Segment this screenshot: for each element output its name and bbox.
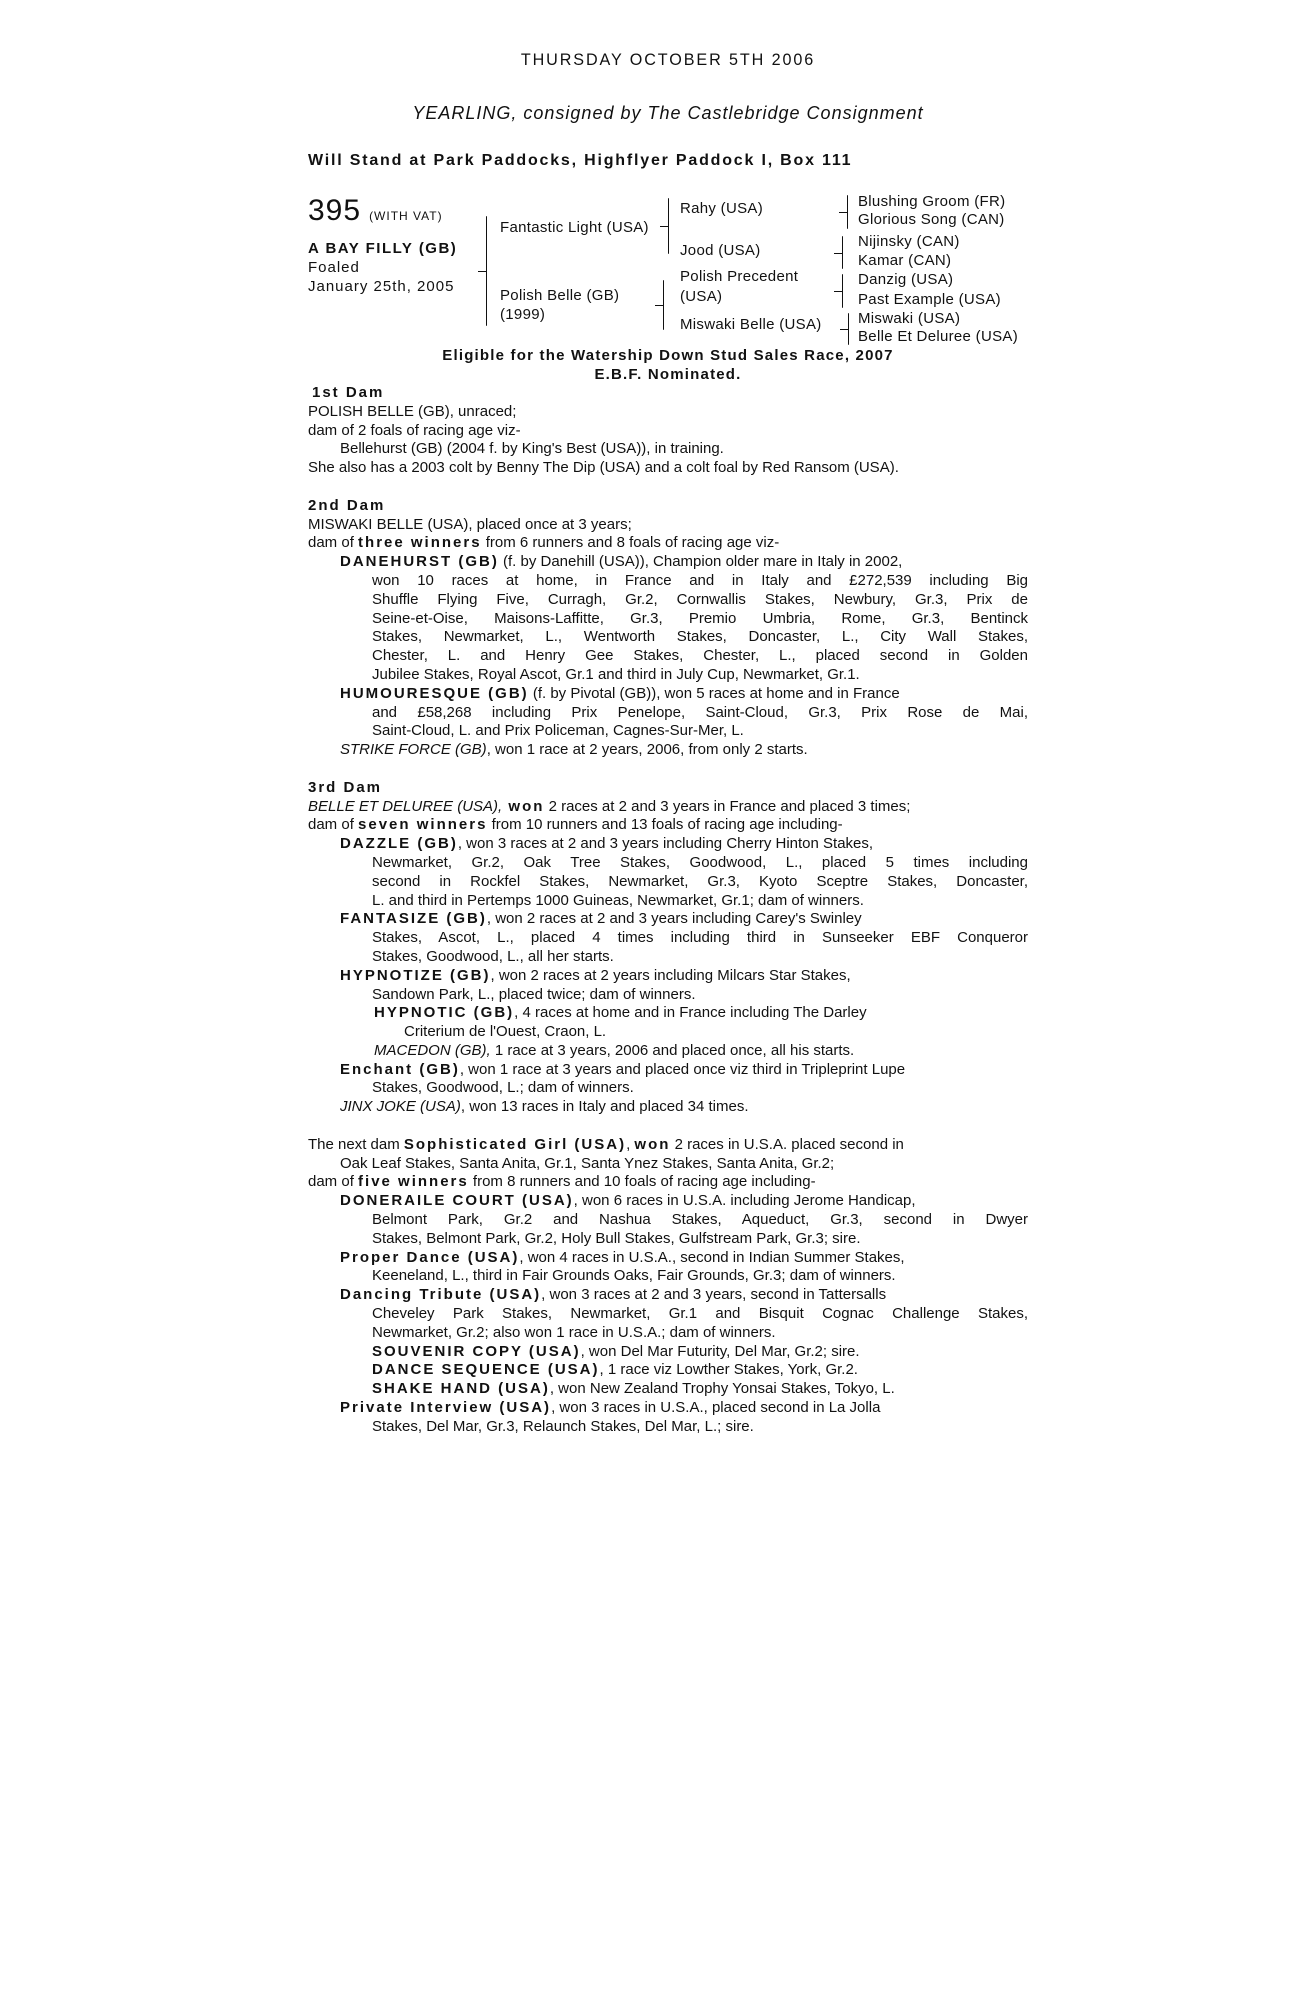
- progeny-entry: HUMOURESQUE (GB) (f. by Pivotal (GB)), won 5 races at home and in France: [340, 684, 900, 702]
- progeny-detail: Sandown Park, L., placed twice; dam of winners.: [372, 985, 696, 1003]
- progeny-detail: Stakes, Belmont Park, Gr.2, Holy Bull Stakes, Gulfstream Park, Gr.3; sire.: [372, 1229, 861, 1247]
- grand-progeny-entry: MACEDON (GB), 1 race at 3 years, 2006 and placed once, all his starts.: [374, 1041, 855, 1059]
- progeny-entry: JINX JOKE (USA), won 13 races in Italy and placed 34 times.: [340, 1098, 749, 1116]
- pedigree-ddd: Belle Et Deluree (USA): [858, 328, 1018, 345]
- next-dam-line: Oak Leaf Stakes, Santa Anita, Gr.1, Santa Ynez Stakes, Santa Anita, Gr.2;: [340, 1154, 835, 1172]
- progeny-entry: Enchant (GB), won 1 race at 3 years and placed once viz third in Tripleprint Lupe: [340, 1060, 906, 1078]
- pedigree-brace: [842, 274, 843, 308]
- progeny-detail: Chester, L. and Henry Gee Stakes, Chester, L., placed second in Golden: [372, 647, 1028, 665]
- progeny-detail: Stakes, Ascot, L., placed 4 times including third in Sunseeker EBF Conqueror: [372, 929, 1028, 947]
- second-dam-line: MISWAKI BELLE (USA), placed once at 3 years;: [308, 515, 632, 533]
- third-dam-heading: 3rd Dam: [308, 778, 383, 796]
- lot-number-block: [308, 194, 443, 228]
- first-dam-heading: 1st Dam: [312, 384, 385, 401]
- consignment-line: YEARLING, consigned by The Castlebridge Consignment: [412, 103, 924, 123]
- pedigree-dam-sire-name: Polish Precedent: [680, 268, 799, 285]
- dam-details: [308, 384, 1028, 1437]
- progeny-detail: Seine-et-Oise, Maisons-Laffitte, Gr.3, Premio Umbria, Rome, Gr.3, Bentinck: [372, 609, 1028, 627]
- progeny-entry: FANTASIZE (GB), won 2 races at 2 and 3 years including Carey's Swinley: [340, 910, 862, 928]
- progeny-detail: Keeneland, L., third in Fair Grounds Oaks, Fair Grounds, Gr.3; dam of winners.: [372, 1267, 896, 1285]
- pedigree-dam-year: (1999): [500, 306, 546, 323]
- second-dam-line: dam of three winners from 6 runners and 8 foals of racing age viz-: [308, 534, 780, 552]
- third-dam-line: BELLE ET DELUREE (USA), won 2 races at 2 and 3 years in France and placed 3 times;: [308, 797, 911, 815]
- progeny-entry: Dancing Tribute (USA), won 3 races at 2 and 3 years, second in Tattersalls: [340, 1286, 887, 1304]
- pedigree-dds: Miswaki (USA): [858, 310, 961, 327]
- progeny-entry: HYPNOTIZE (GB), won 2 races at 2 years including Milcars Star Stakes,: [340, 966, 851, 984]
- progeny-detail: Stakes, Del Mar, Gr.3, Relaunch Stakes, Del Mar, L.; sire.: [372, 1417, 754, 1435]
- lot-number: 395: [308, 194, 362, 227]
- progeny-entry: DONERAILE COURT (USA), won 6 races in U.S.A. including Jerome Handicap,: [340, 1192, 916, 1210]
- grand-progeny-detail: Criterium de l'Ouest, Craon, L.: [404, 1023, 607, 1041]
- progeny-detail: won 10 races at home, in France and in Italy and £272,539 including Big: [372, 571, 1028, 589]
- progeny-detail: Stakes, Goodwood, L.; dam of winners.: [372, 1079, 634, 1097]
- pedigree-brace: [847, 195, 848, 229]
- progeny-detail: Stakes, Newmarket, L., Wentworth Stakes, Doncaster, L., City Wall Stakes,: [372, 628, 1028, 646]
- vat-note: (WITH VAT): [369, 209, 443, 223]
- pedigree-brace: [848, 313, 849, 345]
- pedigree-sire-dam: Jood (USA): [680, 242, 761, 259]
- pedigree-dss: Danzig (USA): [858, 271, 954, 288]
- progeny-entry: Private Interview (USA), won 3 races in U.S.A., placed second in La Jolla: [340, 1399, 881, 1417]
- pedigree-sdd: Kamar (CAN): [858, 252, 952, 269]
- third-dam-line: dam of seven winners from 10 runners and 13 foals of racing age including-: [308, 816, 843, 834]
- first-dam-line: dam of 2 foals of racing age viz-: [308, 421, 521, 439]
- progeny-entry: Proper Dance (USA), won 4 races in U.S.A., second in Indian Summer Stakes,: [340, 1248, 905, 1266]
- progeny-entry: STRIKE FORCE (GB), won 1 race at 2 years, 2006, from only 2 starts.: [340, 741, 808, 759]
- grand-progeny-entry: SHAKE HAND (USA), won New Zealand Trophy Yonsai Stakes, Tokyo, L.: [372, 1380, 895, 1398]
- progeny-detail: Newmarket, Gr.2, Oak Tree Stakes, Goodwood, L., placed 5 times including: [372, 853, 1028, 871]
- pedigree-sds: Nijinsky (CAN): [858, 233, 960, 250]
- ebf-line: E.B.F. Nominated.: [594, 366, 742, 383]
- pedigree-brace: [663, 280, 664, 330]
- next-dam-line: dam of five winners from 8 runners and 10 foals of racing age including-: [308, 1173, 816, 1191]
- progeny-detail: Cheveley Park Stakes, Newmarket, Gr.1 and Bisquit Cognac Challenge Stakes,: [372, 1305, 1028, 1323]
- foaled-date: January 25th, 2005: [308, 278, 455, 295]
- progeny-detail: Jubilee Stakes, Royal Ascot, Gr.1 and third in July Cup, Newmarket, Gr.1.: [372, 665, 860, 683]
- first-dam-line: POLISH BELLE (GB), unraced;: [308, 402, 517, 420]
- progeny-detail: L. and third in Pertemps 1000 Guineas, Newmarket, Gr.1; dam of winners.: [372, 891, 864, 909]
- eligibility-line: Eligible for the Watership Down Stud Sales Race, 2007: [442, 347, 894, 364]
- pedigree-sss: Blushing Groom (FR): [858, 193, 1006, 210]
- grand-progeny-entry: HYPNOTIC (GB), 4 races at home and in France including The Darley: [374, 1004, 867, 1022]
- progeny-detail: and £58,268 including Prix Penelope, Saint-Cloud, Gr.3, Prix Rose de Mai,: [372, 703, 1028, 721]
- pedigree-dam-sire-country: (USA): [680, 288, 723, 305]
- pedigree-ssd: Glorious Song (CAN): [858, 211, 1005, 228]
- pedigree-brace: [668, 198, 669, 254]
- progeny-detail: Belmont Park, Gr.2 and Nashua Stakes, Aqueduct, Gr.3, second in Dwyer: [372, 1211, 1028, 1229]
- progeny-entry: DANEHURST (GB) (f. by Danehill (USA)), Champion older mare in Italy in 2002,: [340, 553, 903, 571]
- first-dam-foal: Bellehurst (GB) (2004 f. by King's Best (USA)), in training.: [340, 440, 724, 458]
- grand-progeny-entry: DANCE SEQUENCE (USA), 1 race viz Lowther Stakes, York, Gr.2.: [372, 1361, 858, 1379]
- progeny-detail: Stakes, Goodwood, L., all her starts.: [372, 947, 614, 965]
- second-dam-heading: 2nd Dam: [308, 496, 386, 514]
- pedigree-dam-name: Polish Belle (GB): [500, 287, 620, 304]
- pedigree-brace: [842, 236, 843, 269]
- pedigree-dam-dam: Miswaki Belle (USA): [680, 316, 822, 333]
- lot-name: A BAY FILLY (GB): [308, 240, 458, 257]
- sale-date: THURSDAY OCTOBER 5TH 2006: [520, 50, 816, 69]
- first-dam-line: She also has a 2003 colt by Benny The Dip (USA) and a colt foal by Red Ransom (USA).: [308, 459, 899, 477]
- progeny-detail: second in Rockfel Stakes, Newmarket, Gr.3, Kyoto Sceptre Stakes, Doncaster,: [372, 872, 1028, 890]
- pedigree-sire: Fantastic Light (USA): [500, 219, 649, 236]
- foaled-label: Foaled: [308, 259, 360, 276]
- stand-location: Will Stand at Park Paddocks, Highflyer Paddock I, Box 111: [308, 152, 853, 169]
- pedigree-brace: [486, 216, 487, 326]
- progeny-detail: Shuffle Flying Five, Curragh, Gr.2, Cornwallis Stakes, Newbury, Gr.3, Prix de: [372, 590, 1028, 608]
- grand-progeny-entry: SOUVENIR COPY (USA), won Del Mar Futurity, Del Mar, Gr.2; sire.: [372, 1342, 860, 1360]
- progeny-detail: Saint-Cloud, L. and Prix Policeman, Cagnes-Sur-Mer, L.: [372, 722, 744, 740]
- progeny-entry: DAZZLE (GB), won 3 races at 2 and 3 years including Cherry Hinton Stakes,: [340, 835, 874, 853]
- progeny-detail: Newmarket, Gr.2; also won 1 race in U.S.A.; dam of winners.: [372, 1323, 776, 1341]
- pedigree-sire-sire: Rahy (USA): [680, 200, 764, 217]
- pedigree-dsd: Past Example (USA): [858, 291, 1001, 308]
- next-dam-line: The next dam Sophisticated Girl (USA), won 2 races in U.S.A. placed second in: [308, 1135, 904, 1153]
